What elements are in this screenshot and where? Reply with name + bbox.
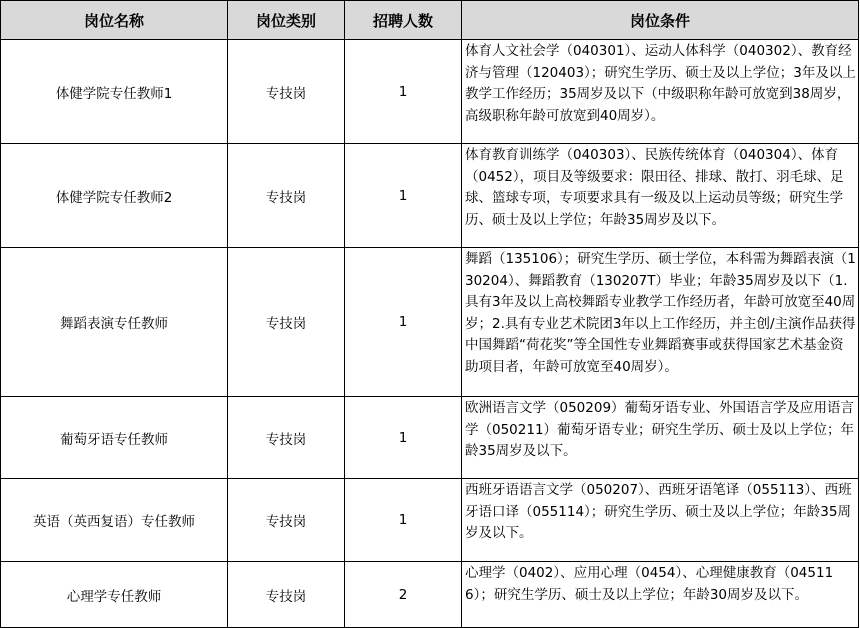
position-name-cell: 心理学专任教师 <box>1 562 228 628</box>
table-row <box>1 562 859 628</box>
hiring-count-cell: 1 <box>345 144 462 248</box>
position-conditions-cell: 心理学（0402）、应用心理（0454）、心理健康教育（045116）；研究生学历、硕士及以上学位；年龄30周岁及以下。 <box>462 562 859 628</box>
position-category-cell: 专技岗 <box>228 248 345 397</box>
hiring-count-cell: 1 <box>345 40 462 144</box>
position-category-cell: 专技岗 <box>228 144 345 248</box>
position-conditions-cell: 体育教育训练学（040303）、民族传统体育（040304）、体育（0452），项目及等级要求：限田径、排球、散打、羽毛球、足球、篮球专项，专项要求具有一级及以上运动员等级；研究生学历、硕士及以上学位；年龄35周岁及以下。 <box>462 144 859 248</box>
table-row <box>1 248 859 397</box>
header-row <box>1 1 859 40</box>
position-conditions-cell: 西班牙语语言文学（050207）、西班牙语笔译（055113）、西班牙语口译（055114）；研究生学历、硕士及以上学位；年龄35周岁及以下。 <box>462 479 859 562</box>
table-row <box>1 40 859 144</box>
table-row <box>1 144 859 248</box>
position-name-cell: 体健学院专任教师2 <box>1 144 228 248</box>
hiring-count-cell: 1 <box>345 248 462 397</box>
header-position-name: 岗位名称 <box>1 1 228 40</box>
position-conditions-cell: 欧洲语言文学（050209）葡萄牙语专业、外国语言学及应用语言学（050211）葡萄牙语专业；研究生学历、硕士及以上学位；年龄35周岁及以下。 <box>462 397 859 479</box>
position-category-cell: 专技岗 <box>228 397 345 479</box>
position-name-cell: 葡萄牙语专任教师 <box>1 397 228 479</box>
position-name-cell: 舞蹈表演专任教师 <box>1 248 228 397</box>
header-hiring-count: 招聘人数 <box>345 1 462 40</box>
header-position-category: 岗位类别 <box>228 1 345 40</box>
hiring-count-cell: 1 <box>345 479 462 562</box>
position-category-cell: 专技岗 <box>228 40 345 144</box>
position-name-cell: 英语（英西复语）专任教师 <box>1 479 228 562</box>
position-conditions-cell: 体育人文社会学（040301）、运动人体科学（040302）、教育经济与管理（120403）；研究生学历、硕士及以上学位；3年及以上教学工作经历；35周岁及以下（中级职称年龄可放宽到38周岁，高级职称年龄可放宽到40周岁）。 <box>462 40 859 144</box>
hiring-count-cell: 1 <box>345 397 462 479</box>
position-category-cell: 专技岗 <box>228 479 345 562</box>
hiring-count-cell: 2 <box>345 562 462 628</box>
table-row <box>1 479 859 562</box>
conditions-text: 舞蹈（135106）；研究生学历、硕士学位，本科需为舞蹈表演（130204）、舞蹈教育（130207T）毕业；年龄35周岁及以下（1.具有3年及以上高校舞蹈专业教学工作经历者，年龄可放宽至40周岁；2.具有专业艺术院团3年以上工作经历，并主创/主演作品获得中国舞蹈“荷花奖”等全国性专业舞蹈赛事或获得国家艺术基金资助项目者，年龄可放宽至40周岁）。 <box>465 251 856 375</box>
position-category-cell: 专技岗 <box>228 562 345 628</box>
header-position-conditions: 岗位条件 <box>462 1 859 40</box>
position-name-cell: 体健学院专任教师1 <box>1 40 228 144</box>
table-row <box>1 397 859 479</box>
position-conditions-cell <box>462 248 859 397</box>
